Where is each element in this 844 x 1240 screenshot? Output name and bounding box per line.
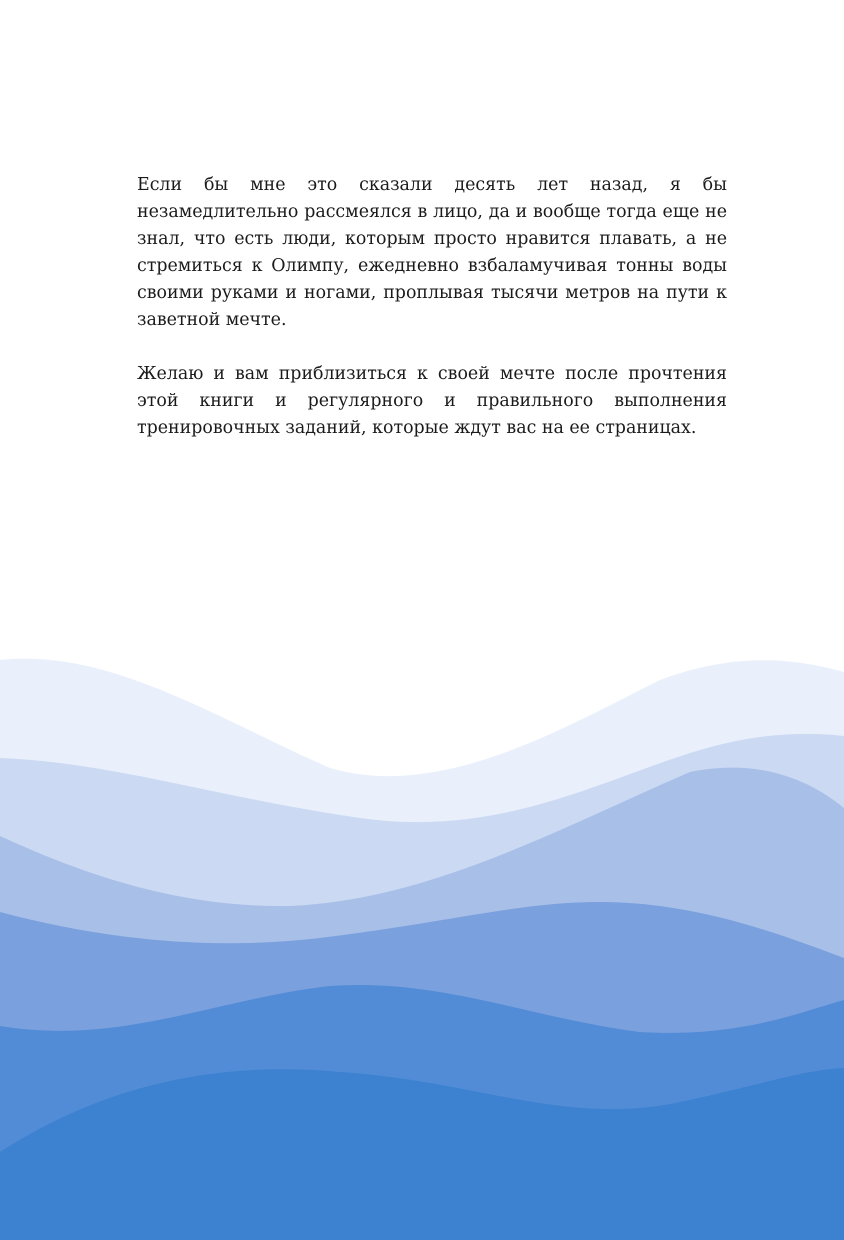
body-text	[137, 172, 727, 442]
paragraph-2: Желаю и вам приблизиться к своей мечте после прочтения этой книги и регулярного и правильного выполнения тренировочных заданий, которые ждут вас на ее страницах.	[137, 364, 727, 438]
wave-layer-6	[0, 1068, 844, 1240]
paragraph-1: Если бы мне это сказали десять лет назад, я бы незамедлительно рассмеялся в лицо, да и вообще тогда еще не знал, что есть люди, которым просто нравится плавать, а не стремиться к Олимпу, ежедневно взбаламучивая тонны воды своими руками и ногами, проплывая тысячи метров на пути к заветной мечте.	[137, 175, 727, 330]
wave-illustration	[0, 640, 844, 1240]
